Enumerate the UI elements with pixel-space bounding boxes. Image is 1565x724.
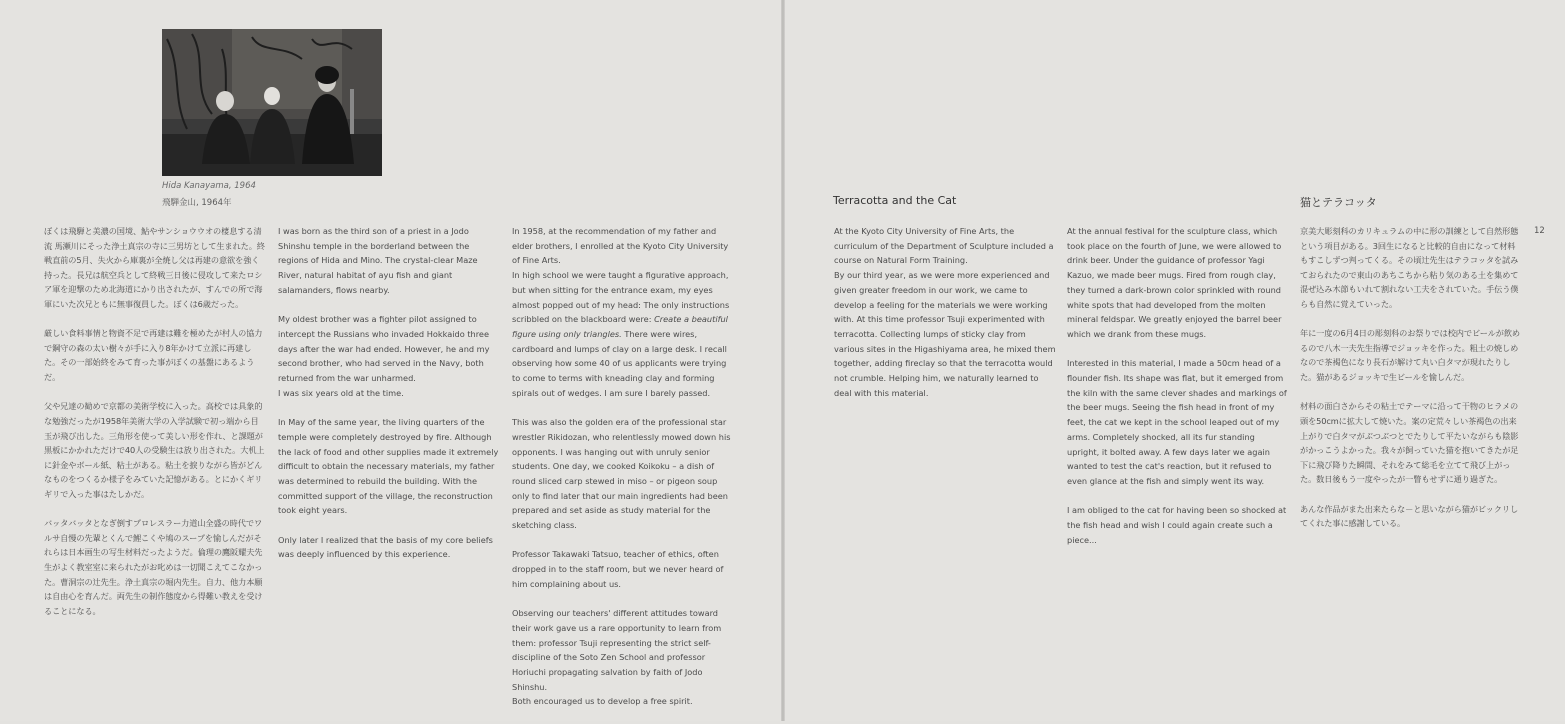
historical-photo xyxy=(162,29,382,176)
section-heading-ja: 猫とテラコッタ xyxy=(1300,196,1377,209)
paragraph: This was also the golden era of the professional star wrestler Rikidozan, who relentlessly mowed down his opponents. I was hanging out with unruly senior students. One day, we cooked Koikoku – a dish of round sliced carp stewed in miso – or pigeon soup only to find later that our main ingredients had been prepared and set aside as study material for the sketching class. xyxy=(512,417,731,531)
paragraph: In May of the same year, the living quarters of the temple were completely destroyed by fire. Although the lack of food and other supplies made it extremely difficult to obtain the necessary materials, my father was determined to rebuild the building. With the committed support of the village, the reconstruction took eight years. xyxy=(278,417,499,516)
left-column-japanese xyxy=(44,224,266,633)
paragraph: 年に一度の6月4日の彫刻科のお祭りでは校内でビールが飲めるので八木一夫先生指導でジョッキを作った。粗土の焼しめなので茶褐色になり長石が解けて丸い白タマが現れたりした。猫があるジョッキで生ビールを愉しんだ。 xyxy=(1300,328,1521,383)
paragraph: At the annual festival for the sculpture class, which took place on the fourth of June, we were allowed to drink beer. Under the guidance of professor Yagi Kazuo, we made beer mugs. Fired from rough clay, they turned a dark-brown color sprinkled with round white spots that had developed from the molten mineral feldspar. We greatly enjoyed the barrel beer which we drank from these mugs. xyxy=(1067,226,1282,339)
paragraph: Only later I realized that the basis of my core beliefs was deeply influenced by this experience. xyxy=(278,534,493,560)
photo-caption-ja: 飛騨金山, 1964年 xyxy=(162,198,232,208)
paragraph: ぼくは飛騨と美濃の国境、鮎やサンショウウオの棲息する清流 馬瀬川にそった浄土真宗の寺に三男坊として生まれた。終戦直前の5月、失火から庫裏が全焼し父は再建の意欲を強く持った。長兄は航空兵として終戦三日後に侵攻して来たロシア軍を迎撃のため北海道にかり出されたが、すんでの所で海軍にいた次兄ともに無事復員した。ぼくは6歳だった。 xyxy=(44,226,265,309)
paragraph: In 1958, at the recommendation of my father and elder brothers, I enrolled at the Kyoto City University of Fine Arts. In high school we were taught a figurative approach, but when sitting for the entrance exam, my eyes almost popped out of my head: The only instructions scribbled on the blackboard were: Create a beautiful figure using only triangles. There were wires, cardboard and lumps of clay on a large desk. I recall observing how some 40 of us applicants were trying to come to terms with kneading clay and forming spirals out of wedges. I am sure I barely passed. xyxy=(512,226,730,398)
paragraph: 材料の面白さからその粘土でテーマに沿って干物のヒラメの頭を50cmに拡大して焼いた。案の定荒々しい茶褐色の出来上がりで白タマがぶつぶつとでたりして平たいながらも陰影がかっこうよかった。我々が飼っていた猫を抱いてきたが足下に飛び降りた瞬間、それをみて総毛を立てて飛び上がった。数日後もう一度やったが一瞥もせずに通り過ぎた。 xyxy=(1300,401,1519,485)
page-number: 12 xyxy=(1534,226,1545,236)
right-column-japanese xyxy=(1300,224,1522,545)
paragraph: あんな作品がまた出来たらな－と思いながら猫がビックリしてくれた事に感謝している。 xyxy=(1300,503,1519,529)
photo-caption-en: Hida Kanayama, 1964 xyxy=(162,181,256,191)
paragraph: At the Kyoto City University of Fine Arts, the curriculum of the Department of Sculpture included a course on Natural Form Training. By our third year, as we were more experienced and given greater freedom in our work, we came to develop a feeling for the materials we were working with. At this time professor Tsuji experimented with terracotta. Collecting lumps of sticky clay from various sites in the Higashiyama area, he mixed them together, adding fireclay so that the terracotta would not crumble. Helping him, we naturally learned to deal with this material. xyxy=(834,226,1056,398)
paragraph: Professor Takawaki Tatsuo, teacher of ethics, often dropped in to the staff room, but we never heard of him complaining about us. xyxy=(512,549,724,589)
paragraph: My oldest brother was a fighter pilot assigned to intercept the Russians who invaded Hokkaido three days after the war had ended. However, he and my second brother, who had served in the Navy, both returned from the war unharmed. I was six years old at the time. xyxy=(278,314,490,398)
section-heading-en: Terracotta and the Cat xyxy=(833,194,957,207)
paragraph: バッタバッタとなぎ倒すプロレスラー力道山全盛の時代でワルサ自慢の先輩とくんで鯉こくや鳩のスープを愉しんだがそれらは日本画生の写生材料だったようだ。倫理の鷹阪耀夫先生がよく教室室に来られたがお叱めは一切聞こえてこなかった。曹洞宗の辻先生。浄土真宗の堀内先生。自力、他力本願は自由心を育んだ。両先生の制作態度から得難い教えを受けることになる。 xyxy=(44,518,263,616)
paragraph: Interested in this material, I made a 50cm head of a flounder fish. Its shape was flat, but it emerged from the kiln with the same clever shades and markings of the beer mugs. Seeing the fish head in front of my feet, the cat we kept in the school leaped out of my arms. Completely shocked, all its fur standing upright, it bolted away. A few days later we again wanted to test the cat's reaction, but it refused to even glance at the fish and simply went its way. xyxy=(1067,358,1287,486)
paragraph: I am obliged to the cat for having been so shocked at the fish head and wish I could again create such a piece... xyxy=(1067,505,1287,545)
right-column-english-2 xyxy=(1067,224,1289,562)
left-column-english-1 xyxy=(278,224,500,577)
paragraph: Observing our teachers' different attitudes toward their work gave us a rare opportunity to learn from them: professor Tsuji representing the strict self-discipline of the Soto Zen School and professor Horiuchi propagating salvation by faith of Jodo Shinshu. Both encouraged us to develop a free spirit. xyxy=(512,608,722,707)
paragraph: 父や兄達の勧めで京都の美術学校に入った。高校では具象的な勉強だったが1958年美術大学の入学試験で初っ端から目玉が飛び出した。三角形を使って美しい形を作れ、と課題が黒板にかかれただけで40人の受験生は放り出された。大机上に針金やボール紙、粘土がある。粘土を捩りながら皆がどんなものをつくるか様子をみていた記憶がある。とにかくギリギリで入った事はたしかだ。 xyxy=(44,401,265,499)
right-column-english-1 xyxy=(834,224,1056,415)
paragraph: I was born as the third son of a priest in a Jodo Shinshu temple in the borderland between the regions of Hida and Mino. The crystal-clear Maze River, natural habitat of ayu fish and giant salamanders, flows nearby. xyxy=(278,226,478,295)
left-column-english-2 xyxy=(512,224,736,724)
paragraph: 厳しい食料事情と物資不足で再建は難を極めたが村人の協力で鋼守の森の太い樹々が手に入り8年かけて立派に再建した。その一部始終をみて育った事がぼくの基盤にあるようだ。 xyxy=(44,328,263,383)
paragraph: 京美大彫刻科のカリキュラムの中に形の訓練として自然形態という項目がある。3回生になると比較的自由になって材料もすこしずつ判ってくる。その頃辻先生はテラコッタを試みておられたので東山のあちこちから粘り気のある土を集めて混ぜ込み木節もいれて割れない工夫をされていた。手伝う僕らも自然に覚えていった。 xyxy=(1300,226,1519,309)
